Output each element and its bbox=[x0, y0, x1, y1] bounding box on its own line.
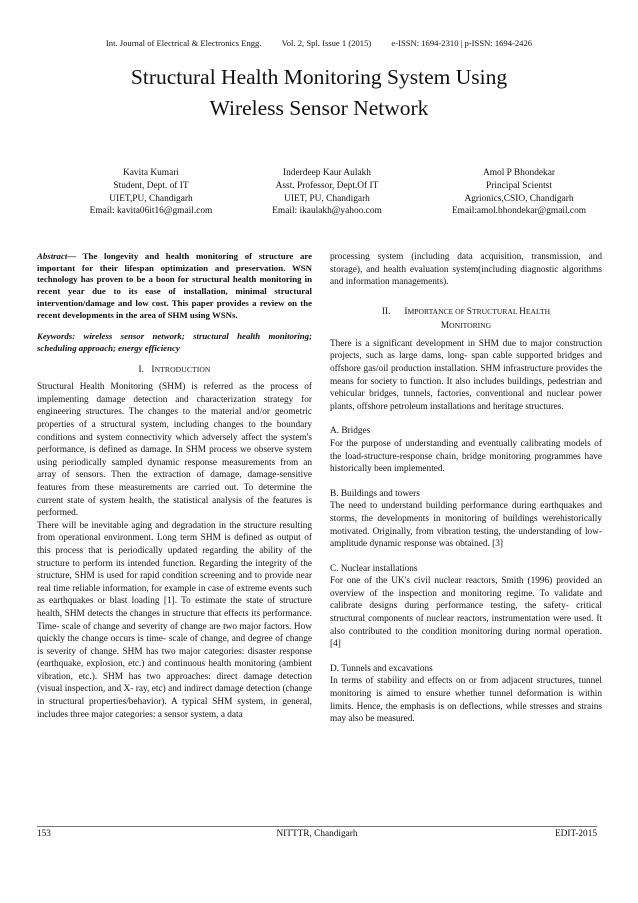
abstract bbox=[37, 251, 312, 321]
section-number: I. bbox=[138, 364, 145, 375]
author-role: Student, Dept. of IT bbox=[113, 180, 189, 191]
section-title-rest: NTRODUCTION bbox=[154, 364, 211, 374]
page-number: 153 bbox=[37, 829, 51, 839]
journal-volume: Vol. 2, Spl. Issue 1 (2015) bbox=[281, 38, 372, 48]
title-line-1: Structural Health Monitoring System Using bbox=[130, 65, 508, 89]
section-number: II. bbox=[381, 306, 391, 317]
subsection-heading: A. Bridges bbox=[330, 426, 371, 437]
author-name: Amol P Bhondekar bbox=[482, 168, 556, 178]
author-affiliation: UIET, PU, Chandigarh bbox=[284, 193, 370, 204]
author-email: Email:amol.bhondekar@gmail.com bbox=[451, 206, 587, 217]
section-2-heading bbox=[330, 305, 602, 333]
subsection-text: For the purpose of understanding and eventually calibrating models of the load-structure-response chain, bridge monitoring programmes have historically been implemented. bbox=[330, 438, 602, 475]
subsection-heading: D. Tunnels and excavations bbox=[330, 663, 433, 674]
subsection-nuclear bbox=[330, 563, 602, 651]
subsection-text: The need to understand building performance during earthquakes and storms, the developments in monitoring of buildings werehistorically motivated. Originally, from vibration testing, the understanding of low-amplitude dynamic response was obtained. [3] bbox=[330, 501, 602, 550]
author-name: Inderdeep Kaur Aulakh bbox=[283, 168, 371, 178]
footer-conference: EDIT-2015 bbox=[554, 829, 597, 839]
heading-part: EALTH bbox=[525, 306, 551, 316]
subsection-bridges bbox=[330, 425, 602, 475]
author-name: Kavita Kumari bbox=[123, 168, 179, 178]
heading-part: ONITORING bbox=[449, 320, 492, 330]
heading-part: M bbox=[440, 320, 450, 331]
heading-part: I bbox=[404, 306, 408, 317]
importance-paragraph: There is a significant development in SHM due to major construction projects, such as large dams, long- span cable supported bridges and offshore gas/oil production installation. SHM infrastructure provides the means for society to function. It also includes buildings, pedestrian and vehicular bridges, tunnels, factories, conventional and nuclear power plants, offshore petroleum installations and heritage structures. bbox=[330, 338, 602, 412]
page-footer bbox=[37, 826, 597, 839]
subsection-heading: C. Nuclear installations bbox=[330, 563, 418, 574]
heading-part: TRUCTURAL bbox=[471, 306, 520, 316]
subsection-tunnels bbox=[330, 663, 602, 726]
subsection-text: In terms of stability and effects on or from adjacent structures, tunnel monitoring is aimed to ensure whether tunnel deformation is within limits. Hence, the emphasis is on deflections, while stresses and strains may also be measured. bbox=[330, 676, 602, 725]
title-line-2: Wireless Sensor Network bbox=[209, 96, 429, 120]
author-role: Principal Scientst bbox=[486, 180, 552, 191]
left-column bbox=[37, 251, 312, 721]
intro-paragraph-1: Structural Health Monitoring (SHM) is referred as the process of implementing damage detection and characterization strategy for engineering structures. The changes to the material and/or geometric properties of a structural system, including changes to the boundary conditions and system connectivity which adversely affect the system's performance, is defined as damage. In SHM process we observe system using periodically sampled dynamic response measurements from an array of sensors. Then the extraction of damage, damage-sensitive features from these measurements are carried out. To determine the current state of system health, the statistical analysis of the features is performed. bbox=[37, 382, 312, 519]
section-title-initial: I bbox=[151, 364, 155, 375]
heading-part: S bbox=[466, 306, 472, 317]
journal-issn: e-ISSN: 1694-2310 | p-ISSN: 1694-2426 bbox=[391, 38, 533, 48]
author-affiliation: Agrionics,CSIO, Chandigarh bbox=[464, 193, 574, 204]
author-affiliation: UIET,PU, Chandigarh bbox=[109, 193, 193, 204]
journal-name: Int. Journal of Electrical & Electronics Engg. bbox=[105, 38, 262, 48]
abstract-text: — The longevity and health monitoring of structure are important for their lifespan optimization and preservation. WSN technology has proven to be a boon for structural health monitoring in recent year due to its ease of installation, minimal structural intervention/damage and low cost. This paper provides a review on the recent developments in the area of SHM using WSNs. bbox=[37, 251, 312, 320]
keywords: Keywords: wireless sensor network; structural health monitoring; scheduling approach; energy efficiency bbox=[37, 331, 312, 353]
subsection-text: For one of the UK's civil nuclear reactors, Smith (1996) provided an overview of the inspection and monitoring regime. To validate and calibrate designs during performance testing, the safety- critical structural components of nuclear reactors, instrumentation were used. It also contributed to the condition monitoring during normal operation. [4] bbox=[330, 576, 602, 650]
author-email: Email: ikaulakh@yahoo.com bbox=[272, 206, 382, 217]
right-column bbox=[330, 251, 602, 726]
author-email: Email: kavita06it16@gmail.com bbox=[89, 206, 213, 217]
abstract-label: Abstract bbox=[37, 251, 68, 261]
footer-institution: NITTTR, Chandigarh bbox=[276, 829, 358, 839]
author-role: Asst. Professor, Dept.Of IT bbox=[275, 180, 379, 191]
subsection-buildings bbox=[330, 488, 602, 551]
subsection-heading: B. Buildings and towers bbox=[330, 488, 420, 499]
intro-continuation: processing system (including data acquisition, transmission, and storage), and health evaluation system(including diagnostic algorithms and information managements). bbox=[330, 252, 602, 288]
intro-paragraph-2: There will be inevitable aging and degradation in the structure resulting from operational environment. Long term SHM is defined as output of this process that is periodically updated regarding the ability of the structure to perform its intended function. Regarding the integrity of the structure, SHM is used for rapid condition screening and to provide near real time reliable information, for example in case of extreme events such as earthquakes or blast loading [1]. To estimate the state of structure health, SHM detects the changes in structure that effects its performance. Time- scale of change and severity of change are two major factors. How quickly the change occurs is time- scale of change, and degree of change is severity of change. SHM has two major categories: disaster response (earthquake, explosion, etc.) and continuous health monitoring (ambient vibration, etc.). SHM has two approaches: direct damage detection (visual inspection, and X- ray, etc) and indirect damage detection (change in structural properties/behavior). A typical SHM system, in general, includes three major categories: a sensor system, a data bbox=[37, 520, 312, 720]
paper-title bbox=[0, 62, 638, 124]
heading-part: MPORTANCE OF bbox=[407, 306, 467, 316]
heading-part: H bbox=[519, 306, 526, 317]
journal-header bbox=[0, 38, 638, 48]
section-1-heading bbox=[37, 364, 312, 377]
author-block-3 bbox=[404, 167, 634, 218]
